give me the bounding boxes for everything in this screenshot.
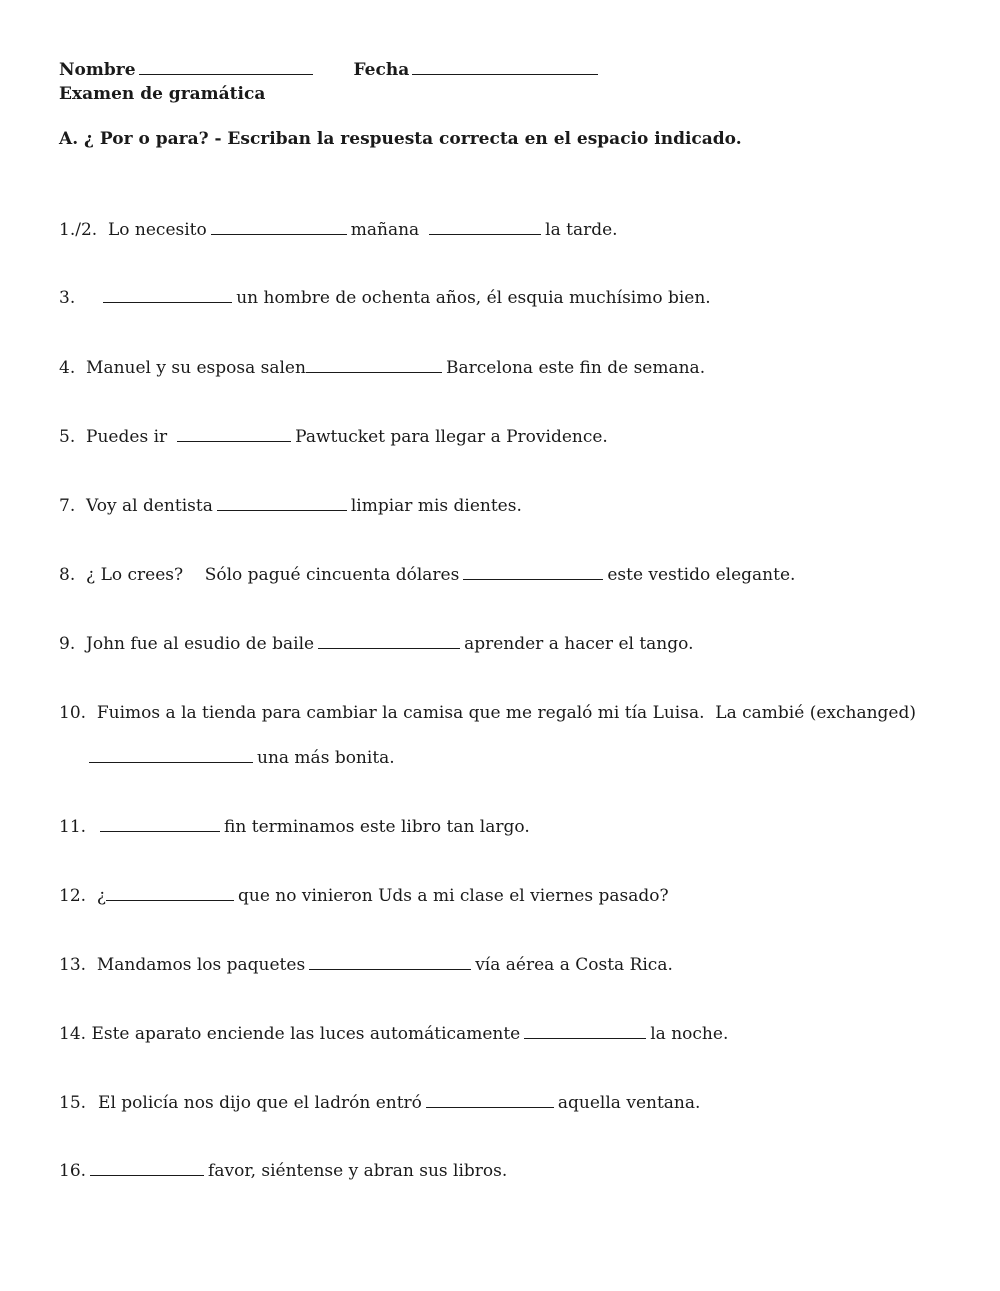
answer-blank[interactable] (89, 748, 253, 763)
question-text: la tarde. (545, 220, 618, 240)
question-text: Pawtucket para llegar a Providence. (295, 427, 608, 447)
question-number: 13. (59, 955, 87, 975)
question-14 (59, 1024, 728, 1044)
question-9 (59, 634, 693, 654)
answer-blank[interactable] (318, 634, 460, 649)
question-number: 14. (59, 1024, 87, 1044)
question-text: una más bonita. (257, 748, 395, 768)
question-text: ¿ Lo crees? Sólo pagué cincuenta dólares (86, 565, 460, 585)
answer-blank[interactable] (217, 496, 347, 511)
answer-blank[interactable] (106, 886, 234, 901)
question-number: 3. (59, 288, 76, 308)
question-text: Barcelona este fin de semana. (445, 358, 706, 378)
question-number: 9. (59, 634, 76, 654)
question-4 (59, 358, 705, 378)
question-11 (59, 817, 530, 837)
question-text: El policía nos dijo que el ladrón entró (98, 1093, 422, 1113)
question-text: Mandamos los paquetes (96, 955, 306, 975)
question-text: que no vinieron Uds a mi clase el viernes pasado? (237, 886, 669, 906)
question-text: Lo necesito (107, 220, 207, 240)
answer-blank[interactable] (463, 565, 603, 580)
question-text: aprender a hacer el tango. (464, 634, 694, 654)
answer-blank[interactable] (524, 1024, 646, 1039)
question-text: mañana (350, 220, 420, 240)
question-number: 8. (59, 565, 76, 585)
question-text: John fue al esudio de baile (86, 634, 315, 654)
question-text: Este aparato enciende las luces automáticamente (91, 1024, 521, 1044)
question-text: Voy al dentista (86, 496, 213, 516)
question-text: la noche. (650, 1024, 729, 1044)
question-8 (59, 565, 795, 585)
question-text: fin terminamos este libro tan largo. (224, 817, 530, 837)
question-number: 16. (59, 1161, 87, 1181)
answer-blank[interactable] (309, 955, 471, 970)
question-number: 1./2. (59, 220, 98, 240)
question-16 (59, 1161, 507, 1181)
question-text: Puedes ir (86, 427, 168, 447)
question-number: 7. (59, 496, 76, 516)
question-text: vía aérea a Costa Rica. (475, 955, 673, 975)
name-blank[interactable] (139, 60, 313, 75)
name-label: Nombre (59, 60, 136, 80)
answer-blank[interactable] (426, 1093, 554, 1108)
question-number: 15. (59, 1093, 87, 1113)
question-10 (59, 703, 916, 723)
question-5 (59, 427, 608, 447)
date-label: Fecha (353, 60, 410, 80)
question-number: 10. (59, 703, 87, 723)
question-number: 11. (59, 817, 87, 837)
answer-blank[interactable] (211, 220, 347, 235)
answer-blank[interactable] (306, 358, 442, 373)
question-number: 5. (59, 427, 76, 447)
question-text: aquella ventana. (557, 1093, 701, 1113)
exam-title: Examen de gramática (59, 84, 266, 104)
answer-blank[interactable] (429, 220, 541, 235)
question-number: 4. (59, 358, 76, 378)
question-7 (59, 496, 522, 516)
question-text: ¿ (96, 886, 106, 906)
answer-blank[interactable] (100, 817, 220, 832)
answer-blank[interactable] (90, 1161, 204, 1176)
question-text: un hombre de ochenta años, él esquia muchísimo bien. (236, 288, 711, 308)
answer-blank[interactable] (177, 427, 291, 442)
question-12 (59, 886, 669, 906)
section-instruction: A. ¿ Por o para? - Escriban la respuesta correcta en el espacio indicado. (59, 129, 742, 149)
question-text: limpiar mis dientes. (350, 496, 522, 516)
question-text: Manuel y su esposa salen (86, 358, 306, 378)
question-13 (59, 955, 673, 975)
answer-blank[interactable] (103, 288, 232, 303)
name-date-row (59, 60, 601, 80)
date-blank[interactable] (412, 60, 598, 75)
question-text: este vestido elegante. (607, 565, 796, 585)
question-text: favor, siéntense y abran sus libros. (208, 1161, 508, 1181)
question-text: Fuimos a la tienda para cambiar la camisa que me regaló mi tía Luisa. La cambié (exchanged) (96, 703, 916, 723)
question-1-2 (59, 220, 618, 240)
question-15 (59, 1093, 700, 1113)
question-number: 12. (59, 886, 87, 906)
question-10-continued (89, 748, 395, 768)
question-3 (59, 288, 711, 308)
